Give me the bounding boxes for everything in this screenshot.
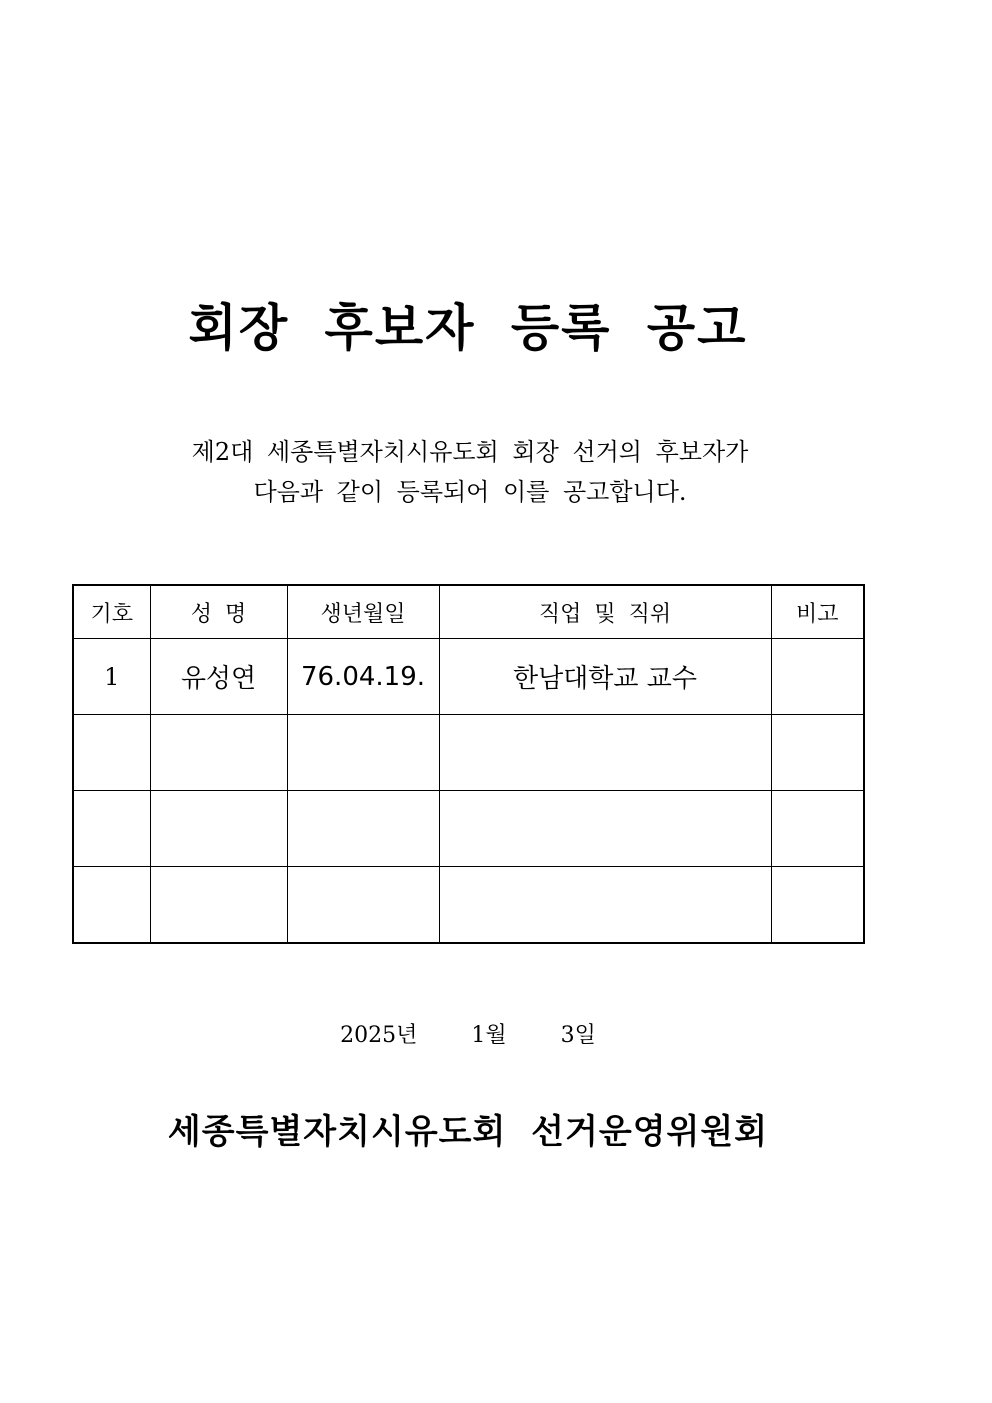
intro-line: 다음과 같이 등록되어 이를 공고합니다. xyxy=(253,478,687,506)
cell-birthdate: 76.04.19. xyxy=(287,639,439,715)
issuer-name: 세종특별자치시유도회 선거운영위원회 xyxy=(167,1112,769,1152)
cell-birthdate xyxy=(287,715,439,791)
cell-name: 유성연 xyxy=(150,639,287,715)
date-year: 2025년 xyxy=(340,1023,418,1048)
header-number: 기호 xyxy=(73,585,150,639)
date-day: 3일 xyxy=(560,1023,596,1048)
cell-remarks xyxy=(771,639,864,715)
cell-remarks xyxy=(771,791,864,867)
cell-number xyxy=(73,715,150,791)
cell-name xyxy=(150,715,287,791)
table-row xyxy=(73,639,864,715)
notice-intro xyxy=(0,432,940,512)
cell-occupation xyxy=(439,791,771,867)
cell-occupation xyxy=(439,867,771,944)
table-row xyxy=(73,715,864,791)
notice-date xyxy=(0,1020,936,1052)
candidate-table xyxy=(72,584,865,944)
header-birthdate: 생년월일 xyxy=(287,585,439,639)
table-row xyxy=(73,867,864,944)
table-header-row xyxy=(73,585,864,639)
table-row xyxy=(73,791,864,867)
cell-birthdate xyxy=(287,867,439,944)
intro-line: 제2대 세종특별자치시유도회 회장 선거의 후보자가 xyxy=(191,438,749,466)
cell-name xyxy=(150,791,287,867)
notice-title: 회장 후보자 등록 공고 xyxy=(188,298,748,357)
cell-occupation xyxy=(439,715,771,791)
cell-remarks xyxy=(771,715,864,791)
header-occupation: 직업 및 직위 xyxy=(439,585,771,639)
cell-occupation: 한남대학교 교수 xyxy=(439,639,771,715)
header-name: 성 명 xyxy=(150,585,287,639)
date-month: 1월 xyxy=(471,1023,507,1048)
header-remarks: 비고 xyxy=(771,585,864,639)
cell-number xyxy=(73,791,150,867)
cell-number: 1 xyxy=(73,639,150,715)
cell-remarks xyxy=(771,867,864,944)
cell-number xyxy=(73,867,150,944)
cell-birthdate xyxy=(287,791,439,867)
cell-name xyxy=(150,867,287,944)
